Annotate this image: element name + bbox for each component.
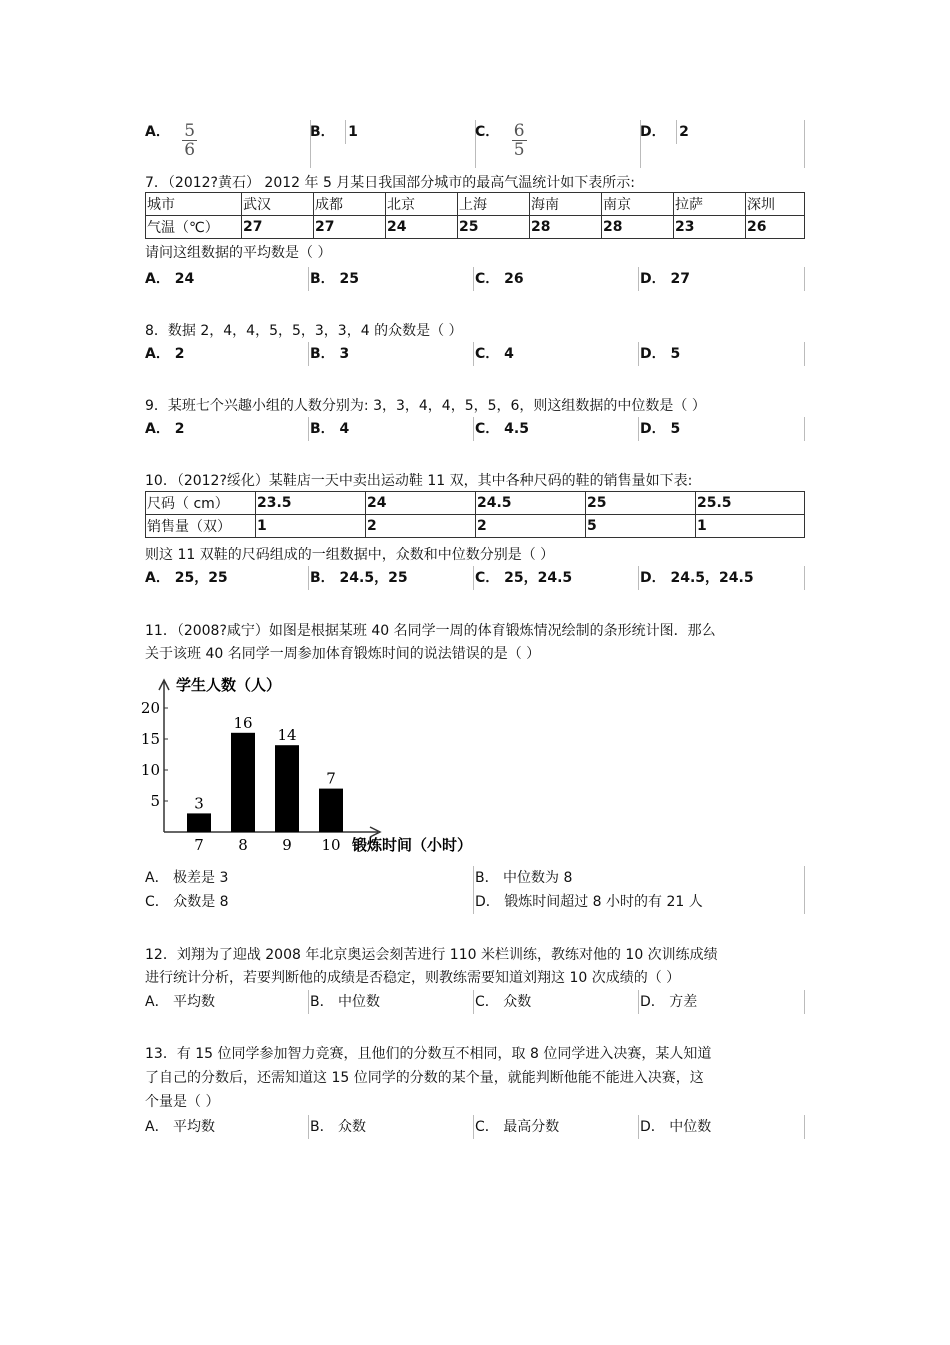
bars bbox=[187, 714, 343, 832]
table-cell: 26 bbox=[746, 216, 805, 239]
q11-bar-chart bbox=[140, 670, 500, 860]
y-tick-label: 20 bbox=[140, 699, 160, 717]
q8-option-b[interactable]: B． 3 bbox=[310, 342, 349, 366]
x-tick-label: 8 bbox=[238, 836, 248, 854]
q7-option-c[interactable]: C． 26 bbox=[475, 267, 524, 291]
x-tick-label: 10 bbox=[321, 836, 341, 854]
q7-temperature-table bbox=[145, 192, 805, 239]
y-tick-label: 15 bbox=[140, 730, 160, 748]
q11-stem-line1: 11．（2008?咸宁）如图是根据某班 40 名同学一周的体育锻炼情况绘制的条形统计图．那么 bbox=[145, 623, 716, 639]
table-cell: 南京 bbox=[602, 193, 674, 216]
table-cell: 2 bbox=[366, 515, 476, 538]
table-cell: 成都 bbox=[314, 193, 386, 216]
option-letter: A． bbox=[145, 124, 170, 140]
table-cell: 24 bbox=[386, 216, 458, 239]
q13-stem-line1: 13．有 15 位同学参加智力竞赛，且他们的分数互不相同，取 8 位同学进入决赛，某人知道 bbox=[145, 1046, 712, 1062]
q6-options bbox=[145, 120, 805, 168]
table-cell: 2 bbox=[476, 515, 586, 538]
q8-option-a[interactable]: A． 2 bbox=[145, 346, 185, 362]
q10-option-c[interactable]: C． 25，24.5 bbox=[475, 566, 572, 590]
q13-stem-line2: 了自己的分数后，还需知道这 15 位同学的分数的某个量，就能判断他能不能进入决赛，这 bbox=[145, 1070, 704, 1086]
bar-value-label: 7 bbox=[326, 769, 336, 788]
table-cell: 北京 bbox=[386, 193, 458, 216]
table-row bbox=[146, 193, 805, 216]
q9-stem: 9．某班七个兴趣小组的人数分别为: 3，3，4，4，5，5，6，则这组数据的中位数是（ ） bbox=[145, 398, 706, 414]
q13-option-c[interactable]: C． 最高分数 bbox=[475, 1115, 559, 1139]
q12-option-a[interactable]: A． 平均数 bbox=[145, 994, 216, 1010]
x-tick-label: 7 bbox=[194, 836, 204, 854]
bar-value-label: 3 bbox=[194, 794, 204, 813]
table-cell: 上海 bbox=[458, 193, 530, 216]
table-cell: 拉萨 bbox=[674, 193, 746, 216]
bar bbox=[275, 745, 299, 832]
q10-question: 则这 11 双鞋的尺码组成的一组数据中，众数和中位数分别是（ ） bbox=[145, 547, 555, 563]
table-cell: 气温（℃） bbox=[146, 216, 242, 239]
q10-options bbox=[145, 566, 805, 590]
table-cell: 1 bbox=[256, 515, 366, 538]
table-cell: 城市 bbox=[146, 193, 242, 216]
q6-option-b[interactable]: B． 1 bbox=[310, 120, 358, 144]
q13-option-d[interactable]: D． 中位数 bbox=[640, 1115, 711, 1139]
q11-option-b[interactable]: B． 中位数为 8 bbox=[475, 866, 572, 890]
q7-option-d[interactable]: D． 27 bbox=[640, 267, 690, 291]
q13-options bbox=[145, 1115, 805, 1139]
q6-option-a[interactable] bbox=[145, 120, 197, 168]
q12-option-d[interactable]: D． 方差 bbox=[640, 990, 697, 1014]
q8-option-d[interactable]: D． 5 bbox=[640, 342, 680, 366]
q8-stem: 8．数据 2，4，4，5，5，3，3，4 的众数是（ ） bbox=[145, 323, 463, 339]
bar-value-label: 14 bbox=[277, 726, 297, 745]
q11-options-row1 bbox=[145, 866, 805, 890]
table-cell: 23.5 bbox=[256, 492, 366, 515]
table-cell: 24.5 bbox=[476, 492, 586, 515]
q9-options bbox=[145, 417, 805, 441]
x-tick-label: 9 bbox=[282, 836, 292, 854]
q7-question: 请问这组数据的平均数是（ ） bbox=[145, 245, 332, 261]
q8-options bbox=[145, 342, 805, 366]
q10-option-b[interactable]: B． 24.5，25 bbox=[310, 566, 408, 590]
table-row bbox=[146, 216, 805, 239]
table-cell: 28 bbox=[530, 216, 602, 239]
bar bbox=[319, 789, 343, 832]
x-axis-label: 锻炼时间（小时） bbox=[352, 836, 473, 854]
q11-options-row2 bbox=[145, 890, 805, 914]
q12-stem-line2: 进行统计分析，若要判断他的成绩是否稳定，则教练需要知道刘翔这 10 次成绩的（ ） bbox=[145, 970, 681, 986]
table-cell: 27 bbox=[242, 216, 314, 239]
q10-option-d[interactable]: D． 24.5，24.5 bbox=[640, 566, 754, 590]
q7-options bbox=[145, 267, 805, 291]
q8-option-c[interactable]: C． 4 bbox=[475, 342, 514, 366]
q6-option-d[interactable]: D． 2 bbox=[640, 120, 689, 144]
q11-option-c[interactable]: C． 众数是 8 bbox=[145, 894, 229, 910]
table-cell: 尺码（ cm） bbox=[146, 492, 256, 515]
table-cell: 28 bbox=[602, 216, 674, 239]
bar-value-label: 16 bbox=[233, 713, 253, 732]
bar bbox=[231, 733, 255, 832]
q9-option-c[interactable]: C． 4.5 bbox=[475, 417, 529, 441]
q13-option-a[interactable]: A． 平均数 bbox=[145, 1119, 216, 1135]
q7-stem: 7．（2012?黄石） 2012 年 5 月某日我国部分城市的最高气温统计如下表所示: bbox=[145, 175, 636, 191]
y-tick-label: 10 bbox=[140, 761, 160, 779]
table-cell: 5 bbox=[586, 515, 696, 538]
table-cell: 销售量（双） bbox=[146, 515, 256, 538]
y-tick-label: 5 bbox=[150, 792, 160, 810]
q10-shoe-size-table bbox=[145, 491, 805, 538]
q9-option-d[interactable]: D． 5 bbox=[640, 417, 680, 441]
fraction: $\frac{6}{5}$ bbox=[513, 121, 525, 160]
q12-option-b[interactable]: B． 中位数 bbox=[310, 990, 380, 1014]
q12-option-c[interactable]: C． 众数 bbox=[475, 990, 531, 1014]
q9-option-b[interactable]: B． 4 bbox=[310, 417, 349, 441]
table-cell: 25 bbox=[586, 492, 696, 515]
x-tick-labels bbox=[194, 836, 340, 854]
q9-option-a[interactable]: A． 2 bbox=[145, 421, 185, 437]
y-axis-label: 学生人数（人） bbox=[176, 676, 282, 694]
table-row bbox=[146, 515, 805, 538]
q12-stem-line1: 12．刘翔为了迎战 2008 年北京奥运会刻苦进行 110 米栏训练，教练对他的 10 次训练成绩 bbox=[145, 947, 718, 963]
table-cell: 海南 bbox=[530, 193, 602, 216]
table-row bbox=[146, 492, 805, 515]
table-cell: 25 bbox=[458, 216, 530, 239]
bar bbox=[187, 813, 211, 832]
q12-options bbox=[145, 990, 805, 1014]
q10-stem: 10．（2012?绥化）某鞋店一天中卖出运动鞋 11 双，其中各种尺码的鞋的销售量如下表: bbox=[145, 473, 693, 489]
q11-option-d[interactable]: D． 锻炼时间超过 8 小时的有 21 人 bbox=[475, 890, 703, 914]
q7-option-a[interactable]: A． 24 bbox=[145, 271, 195, 287]
fraction: $\frac{5}{6}$ bbox=[184, 121, 196, 160]
q7-option-b[interactable]: B． 25 bbox=[310, 267, 359, 291]
table-cell: 深圳 bbox=[746, 193, 805, 216]
q11-option-a[interactable]: A． 极差是 3 bbox=[145, 870, 229, 886]
table-cell: 23 bbox=[674, 216, 746, 239]
table-cell: 武汉 bbox=[242, 193, 314, 216]
table-cell: 25.5 bbox=[696, 492, 805, 515]
q6-option-c[interactable]: C． $\frac{6}{5}$ bbox=[475, 121, 525, 160]
table-cell: 24 bbox=[366, 492, 476, 515]
q13-stem-line3: 个量是（ ） bbox=[145, 1094, 220, 1110]
table-cell: 1 bbox=[696, 515, 805, 538]
q10-option-a[interactable]: A． 25，25 bbox=[145, 570, 228, 586]
q11-stem-line2: 关于该班 40 名同学一周参加体育锻炼时间的说法错误的是（ ） bbox=[145, 646, 541, 662]
q13-option-b[interactable]: B． 众数 bbox=[310, 1115, 366, 1139]
table-cell: 27 bbox=[314, 216, 386, 239]
